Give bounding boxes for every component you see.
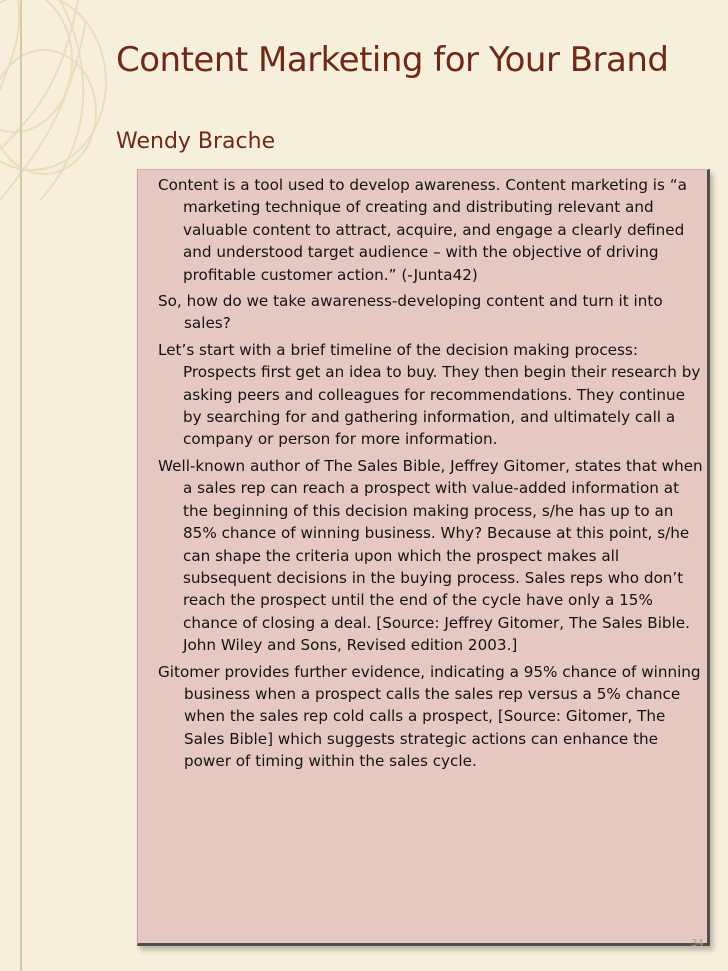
slide-author: Wendy Brache [116,129,276,154]
bullet-item-1: Content is a tool used to develop awareness. Content marketing is “a marketing technique of creating and distributing relevant and valuable content to attract, acquire, and engage a clearly defined and understood target audience – with the objective of driving profitable customer action.” (-Junta42) [158,176,687,284]
slide-title: Content Marketing for Your Brand [116,40,669,80]
bullet-item-4: Well-known author of The Sales Bible, Jeffrey Gitomer, states that when a sales rep can reach a prospect with value-added information at the beginning of this decision making process, s/he has up to an 85% chance of winning business. Why? Because at this point, s/he can shape the criteria upon which the prospect makes all subsequent decisions in the buying process. Sales reps who don’t reach the prospect until the end of the cycle have only a 15% chance of closing a deal. [Source: Jeffrey Gitomer, The Sales Bible. John Wiley and Sons, Revised edition 2003.] [158,456,703,655]
slide-number: 34 [691,938,704,949]
bullet-list [143,174,708,777]
bullet-item-2: So, how do we take awareness-developing content and turn it into sales? [158,292,663,333]
left-vertical-rule [20,0,22,971]
bullet-item-3: Let’s start with a brief timeline of the decision making process: Prospects first get an idea to buy. They then begin their research by asking peers and colleagues for recommendations. They continue by searching for and gathering information, and ultimately call a company or person for more information. [158,340,701,449]
bullet-item-5: Gitomer provides further evidence, indicating a 95% chance of winning business when a prospect calls the sales rep versus a 5% chance when the sales rep cold calls a prospect, [Source: Gitomer, The Sales Bible] which suggests strategic actions can enhance the power of timing within the sales cycle. [158,662,701,771]
